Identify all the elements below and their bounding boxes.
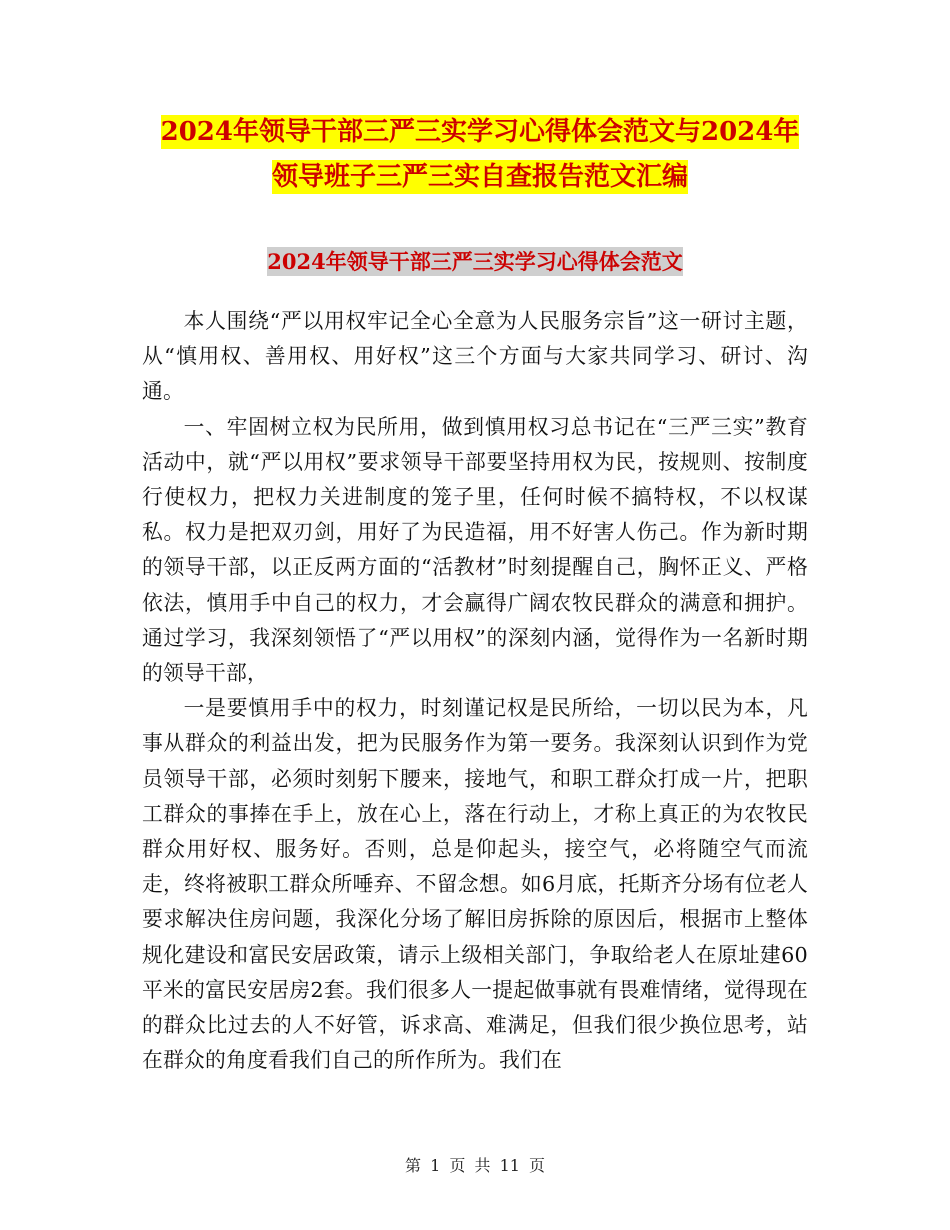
section-title-text: 2024年领导干部三严三实学习心得体会范文 bbox=[267, 249, 683, 274]
page-footer bbox=[0, 1153, 950, 1176]
main-title-line-2: 领导班子三严三实自查报告范文汇编 bbox=[271, 162, 688, 192]
total-unit: 页 bbox=[529, 1156, 546, 1175]
paragraph: 一、牢固树立权为民所用，做到慎用权习总书记在“三严三实”教育活动中，就“严以用权”要求领导干部要坚持用权为民，按规则、按制度行使权力，把权力关进制度的笼子里，任何时候不搞特权，不以权谋私。权力是把双刃剑，用好了为民造福，用不好害人伤己。作为新时期的领导干部，以正反两方面的“活教材”时刻提醒自己，胸怀正义、严格依法，慎用手中自己的权力，才会赢得广阔农牧民群众的满意和拥护。通过学习，我深刻领悟了“严以用权”的深刻内涵，觉得作为一名新时期的领导干部， bbox=[142, 414, 808, 686]
paragraph: 本人围绕“严以用权牢记全心全意为人民服务宗旨”这一研讨主题，从“慎用权、善用权、用好权”这三个方面与大家共同学习、研讨、沟通。 bbox=[142, 309, 808, 404]
total-label: 共 bbox=[474, 1156, 491, 1175]
page-unit: 页 bbox=[449, 1156, 466, 1175]
page-number: 1 bbox=[430, 1156, 441, 1175]
main-title bbox=[130, 110, 830, 200]
section-title bbox=[140, 244, 810, 280]
main-title-line-1: 2024年领导干部三严三实学习心得体会范文与2024年 bbox=[160, 117, 800, 147]
total-pages: 11 bbox=[499, 1156, 520, 1175]
paragraph: 一是要慎用手中的权力，时刻谨记权是民所给，一切以民为本，凡事从群众的利益出发，把为民服务作为第一要务。我深刻认识到作为党员领导干部，必须时刻躬下腰来，接地气，和职工群众打成一片，把职工群众的事捧在手上，放在心上，落在行动上，才称上真正的为农牧民群众用好权、服务好。否则，总是仰起头，接空气，必将随空气而流走，终将被职工群众所唾弃、不留念想。如6月底，托斯齐分场有位老人要求解决住房问题，我深化分场了解旧房拆除的原因后，根据市上整体规化建设和富民安居政策，请示上级相关部门，争取给老人在原址建60平米的富民安居房2套。我们很多人一提起做事就有畏难情绪，觉得现在的群众比过去的人不好管，诉求高、难满足，但我们很少换位思考，站在群众的角度看我们自己的所作所为。我们在 bbox=[142, 696, 808, 1073]
body-text bbox=[142, 304, 808, 1078]
page-label: 第 bbox=[404, 1156, 421, 1175]
